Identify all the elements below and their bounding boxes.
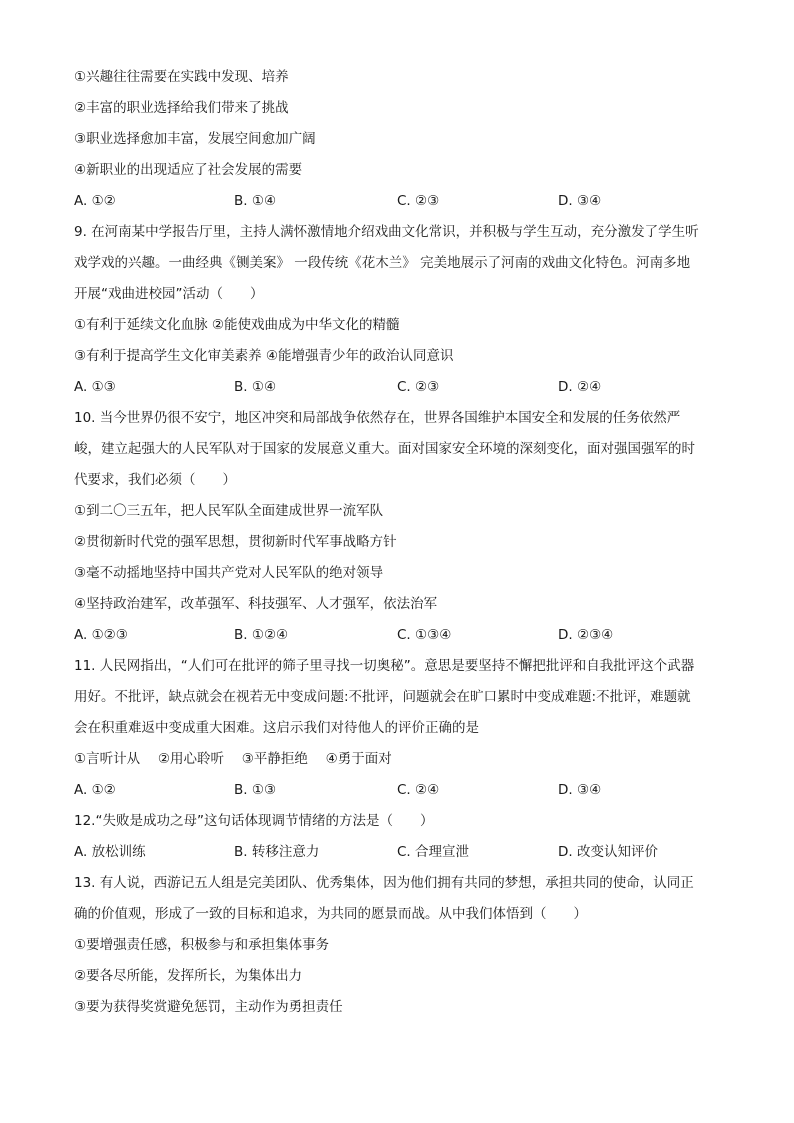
q10-item-4: ④坚持政治建军，改革强军、科技强军、人才强军，依法治军 bbox=[74, 596, 438, 612]
q13-item-1: ①要增强责任感，积极参与和承担集体事务 bbox=[74, 937, 330, 953]
question-9 bbox=[74, 217, 724, 403]
q8-options bbox=[74, 186, 724, 217]
q8-item-2: ②丰富的职业选择给我们带来了挑战 bbox=[74, 100, 289, 116]
q11-stem-line-2: 用好。不批评，缺点就会在视若无中变成问题:不批评，问题就会在旷口累时中变成难题:不批评，难题就 bbox=[74, 689, 691, 705]
q11-options bbox=[74, 775, 724, 806]
exam-page bbox=[74, 62, 724, 1023]
q8-option-c: C. ②③ bbox=[397, 193, 440, 209]
q13-item-3: ③要为获得奖赏避免惩罚，主动作为勇担责任 bbox=[74, 999, 343, 1015]
q9-option-b: B. ①④ bbox=[234, 379, 277, 395]
question-10 bbox=[74, 403, 724, 651]
q12-stem-line-1: 12.“失败是成功之母”这句话体现调节情绪的方法是（ ） bbox=[74, 813, 434, 829]
q10-stem-line-3: 代要求，我们必须（ ） bbox=[74, 472, 236, 488]
q10-option-a: A. ①②③ bbox=[74, 627, 128, 643]
q9-stem-line-1: 9. 在河南某中学报告厅里，主持人满怀激情地介绍戏曲文化常识，并积极与学生互动，充分激发了学生听 bbox=[74, 224, 699, 240]
q10-item-2: ②贯彻新时代党的强军思想，贯彻新时代军事战略方针 bbox=[74, 534, 397, 550]
q12-option-d: D. 改变认知评价 bbox=[558, 844, 658, 860]
q10-option-d: D. ②③④ bbox=[558, 627, 614, 643]
q10-item-1: ①到二〇三五年，把人民军队全面建成世界一流军队 bbox=[74, 503, 384, 519]
q8-option-d: D. ③④ bbox=[558, 193, 602, 209]
q9-option-a: A. ①③ bbox=[74, 379, 116, 395]
q11-stem-line-1: 11. 人民网指出，“人们可在批评的筛子里寻找一切奥秘”。意思是要坚持不懈把批评和自我批评这个武器 bbox=[74, 658, 695, 674]
q9-stem-line-2: 戏学戏的兴趣。一曲经典《铡美案》 一段传统《花木兰》 完美地展示了河南的戏曲文化特色。河南多地 bbox=[74, 255, 691, 271]
q8-item-4: ④新职业的出现适应了社会发展的需要 bbox=[74, 162, 303, 178]
q10-item-3: ③毫不动摇地坚持中国共产党对人民军队的绝对领导 bbox=[74, 565, 384, 581]
q9-item-1: ①有利于延续文化血脉 ②能使戏曲成为中华文化的精髓 bbox=[74, 317, 400, 333]
q12-option-c: C. 合理宣泄 bbox=[397, 844, 470, 860]
q9-option-c: C. ②③ bbox=[397, 379, 440, 395]
q10-options bbox=[74, 620, 724, 651]
q9-item-2: ③有利于提高学生文化审美素养 ④能增强青少年的政治认同意识 bbox=[74, 348, 454, 364]
q12-options bbox=[74, 837, 724, 868]
q10-stem-line-1: 10. 当今世界仍很不安宁，地区冲突和局部战争依然存在，世界各国维护本国安全和发展的任务依然严 bbox=[74, 410, 681, 426]
q13-stem-line-2: 确的价值观，形成了一致的目标和追求，为共同的愿景而战。从中我们体悟到（ ） bbox=[74, 906, 587, 922]
q8-item-3: ③职业选择愈加丰富，发展空间愈加广阔 bbox=[74, 131, 316, 147]
q11-option-b: B. ①③ bbox=[234, 782, 277, 798]
q11-option-a: A. ①② bbox=[74, 782, 116, 798]
q12-option-b: B. 转移注意力 bbox=[234, 844, 320, 860]
q11-items: ①言听计从 ②用心聆听 ③平静拒绝 ④勇于面对 bbox=[74, 751, 392, 767]
q8-option-b: B. ①④ bbox=[234, 193, 277, 209]
q13-stem-line-1: 13. 有人说，西游记五人组是完美团队、优秀集体，因为他们拥有共同的梦想，承担共同的使命，认同正 bbox=[74, 875, 694, 891]
question-13 bbox=[74, 868, 724, 1023]
q13-item-2: ②要各尽所能，发挥所长，为集体出力 bbox=[74, 968, 303, 984]
q9-option-d: D. ②④ bbox=[558, 379, 602, 395]
question-8 bbox=[74, 62, 724, 217]
q8-item-1: ①兴趣往往需要在实践中发现、培养 bbox=[74, 69, 289, 85]
q9-options bbox=[74, 372, 724, 403]
q11-option-d: D. ③④ bbox=[558, 782, 602, 798]
q11-stem-line-3: 会在积重难返中变成重大困难。这启示我们对待他人的评价正确的是 bbox=[74, 720, 479, 736]
question-11 bbox=[74, 651, 724, 806]
q12-option-a: A. 放松训练 bbox=[74, 844, 146, 860]
q10-stem-line-2: 峻，建立起强大的人民军队对于国家的发展意义重大。面对国家安全环境的深刻变化，面对强国强军的时 bbox=[74, 441, 695, 457]
q10-option-c: C. ①③④ bbox=[397, 627, 452, 643]
question-12 bbox=[74, 806, 724, 868]
q10-option-b: B. ①②④ bbox=[234, 627, 289, 643]
q8-option-a: A. ①② bbox=[74, 193, 116, 209]
q11-option-c: C. ②④ bbox=[397, 782, 440, 798]
q9-stem-line-3: 开展“戏曲进校园”活动（ ） bbox=[74, 286, 264, 302]
